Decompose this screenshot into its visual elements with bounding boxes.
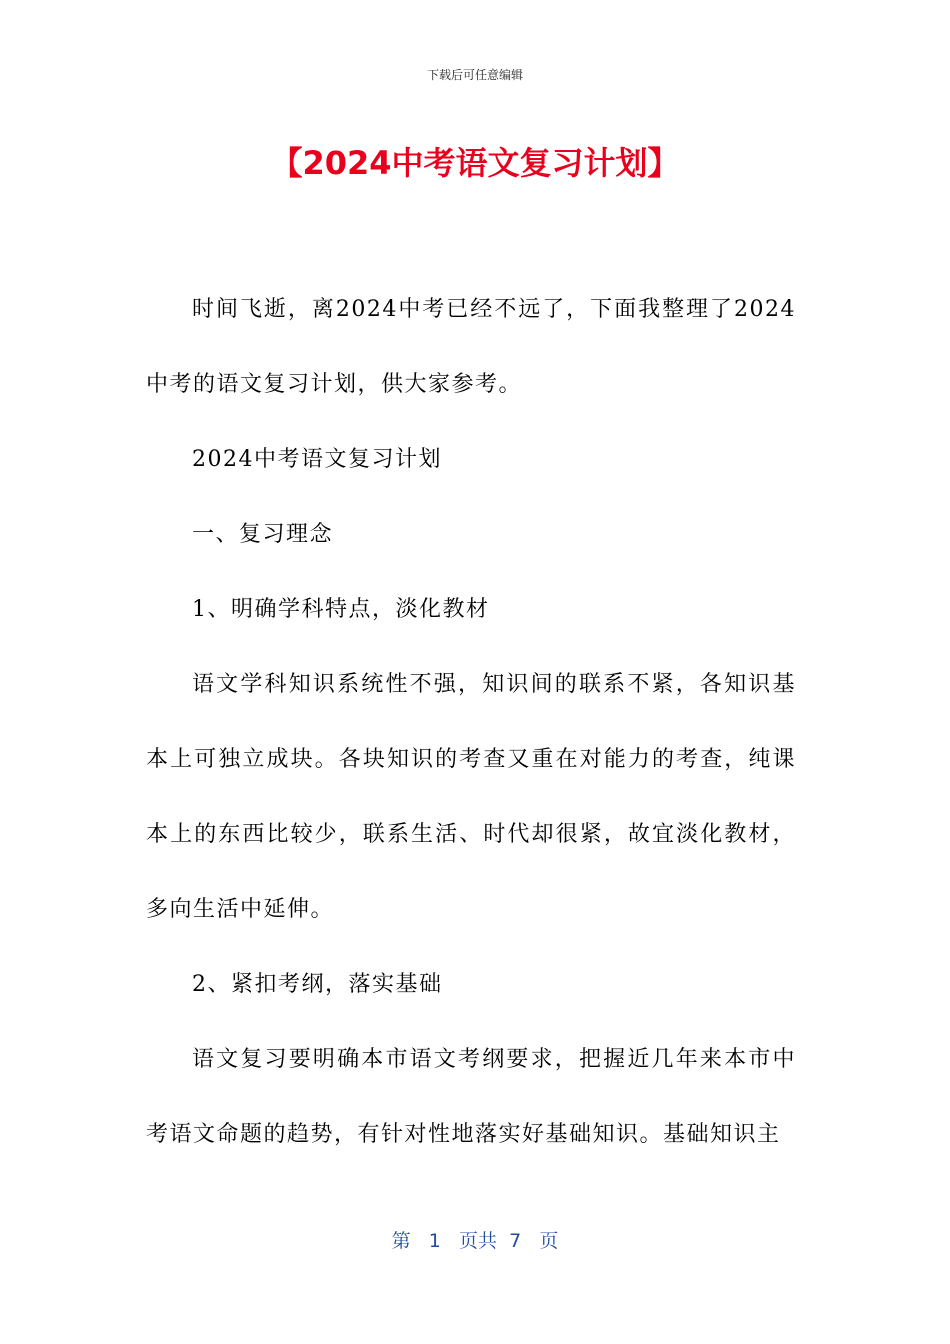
document-body [146,272,796,1172]
subheading-2: 2、紧扣考纲，落实基础 [192,972,443,997]
paragraph-exam-outline: 语文复习要明确本市语文考纲要求，把握近几年来本市中考语文命题的趋势，有针对性地落实好基础知识。基础知识主 [146,1047,796,1147]
page-suffix: 页 [539,1230,559,1252]
paragraph-subtitle: 2024中考语文复习计划 [192,447,442,472]
page-prefix: 第 [391,1230,411,1252]
section-heading-review-concept: 一、复习理念 [192,522,334,547]
paragraph-subject-features: 语文学科知识系统性不强，知识间的联系不紧，各知识基本上可独立成块。各块知识的考查又重在对能力的考查，纯课本上的东西比较少，联系生活、时代却很紧，故宜淡化教材，多向生活中延伸。 [146,672,796,922]
page-total: 7 [509,1230,522,1252]
paragraph-intro: 时间飞逝，离2024中考已经不远了，下面我整理了2024中考的语文复习计划，供大家参考。 [146,297,796,397]
page-footer [0,1226,950,1253]
subheading-1: 1、明确学科特点，淡化教材 [192,597,490,622]
page-mid: 页共 [459,1230,498,1252]
page-current: 1 [428,1230,441,1252]
header-note: 下载后可任意编辑 [426,68,523,82]
document-title: 【2024中考语文复习计划】 [270,144,680,182]
